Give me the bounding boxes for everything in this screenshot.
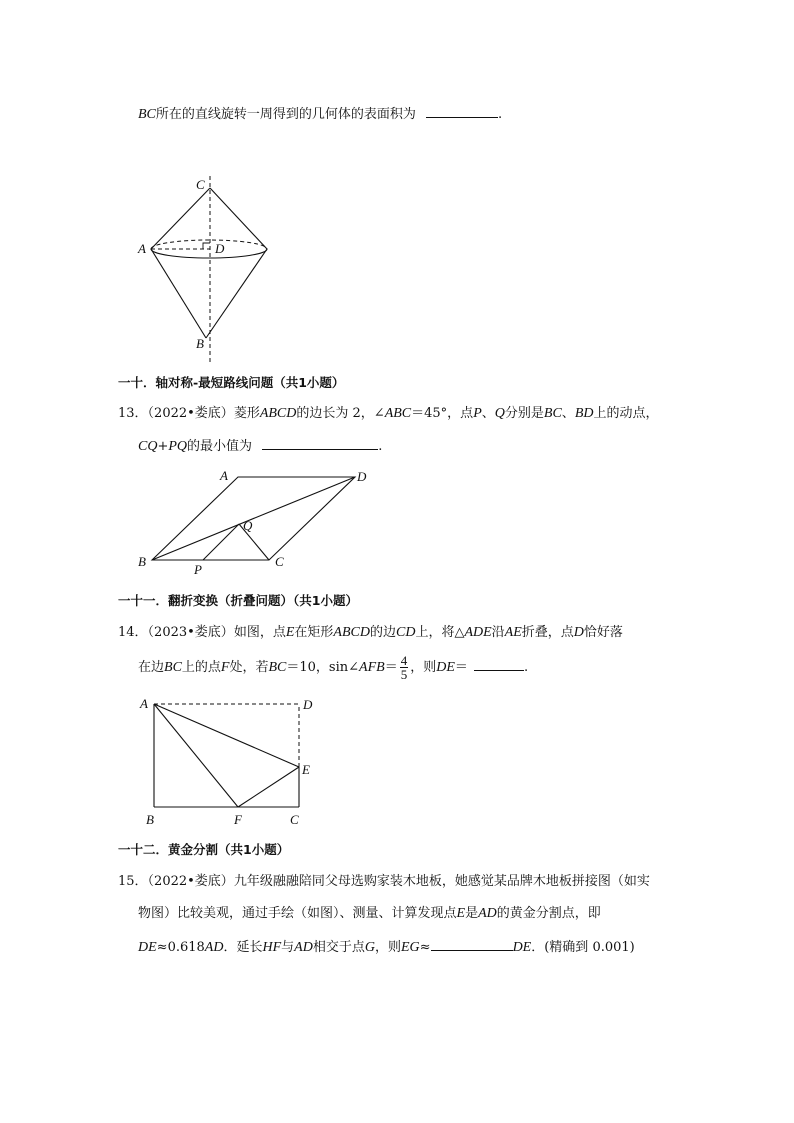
label-q: Q [243,518,253,533]
figure-folded-rectangle [130,690,330,830]
q12-tail-line: BC所在的直线旋转一周得到的几何体的表面积为 . [138,107,503,122]
q15-answer-blank[interactable] [431,938,513,951]
label-d: D [303,697,313,712]
q15-line1: 15．（2022•娄底）九年级融融陪同父母选购家装木地板，她感觉某品牌木地板拼接图（如实 [118,874,650,889]
segment-c-right [210,188,267,249]
q14-line2: 在边BC上的点F处，若BC＝10，sin∠AFB＝ $\frac{4}{5}$ ，则DE＝ . [138,653,529,682]
segment-af [154,704,238,807]
label-d: D [215,241,225,256]
section-heading-12: 一十二．黄金分割（共1小题） [118,842,290,857]
segment-ae [154,704,299,767]
label-c: C [290,812,299,827]
label-b: B [196,336,204,351]
label-c: C [196,177,205,192]
label-e: E [302,762,310,777]
segment-b-right [206,249,267,338]
q15-line2: 物图）比较美观，通过手绘（如图）、测量、计算发现点E是AD的黄金分割点，即 [138,906,601,921]
fraction-four-fifths: $\frac{4}{5}$ [400,653,408,682]
label-f: F [234,812,242,827]
diagonal-bd [152,477,355,560]
segment-fe [238,767,299,807]
q13-answer-blank[interactable] [262,437,378,450]
label-a: A [140,696,148,711]
q15-line3: DE≈0.618AD．延长HF与AD相交于点G，则EG≈ DE．(精确到 0.001) [138,940,635,955]
label-a: A [138,241,146,256]
label-d: D [357,469,367,484]
figure-double-cone [130,170,280,370]
ellipse-back [151,240,267,249]
figure-rhombus [130,466,380,581]
label-a: A [220,468,228,483]
label-b: B [146,812,154,827]
segment-pq [203,524,239,560]
label-c: C [275,554,284,569]
label-p: P [194,562,202,577]
label-b: B [138,554,146,569]
q14-line1: 14．（2023•娄底）如图，点E在矩形ABCD的边CD上，将△ADE沿AE折叠，点D恰好落 [118,625,623,640]
ellipse-front [151,249,267,258]
q12-answer-blank[interactable] [426,105,498,118]
section-heading-11: 一十一．翻折变换（折叠问题）（共1小题） [118,593,358,608]
segment-ab [151,249,206,338]
q13-line2: CQ+PQ的最小值为 . [138,439,383,454]
section-heading-10: 一十．轴对称-最短路线问题（共1小题） [118,375,345,390]
right-angle-mark [203,243,210,249]
q13-line1: 13．（2022•娄底）菱形ABCD的边长为 2，∠ABC＝45°，点P、Q分别是BC、BD上的动点， [118,406,659,421]
q14-answer-blank[interactable] [474,658,524,671]
